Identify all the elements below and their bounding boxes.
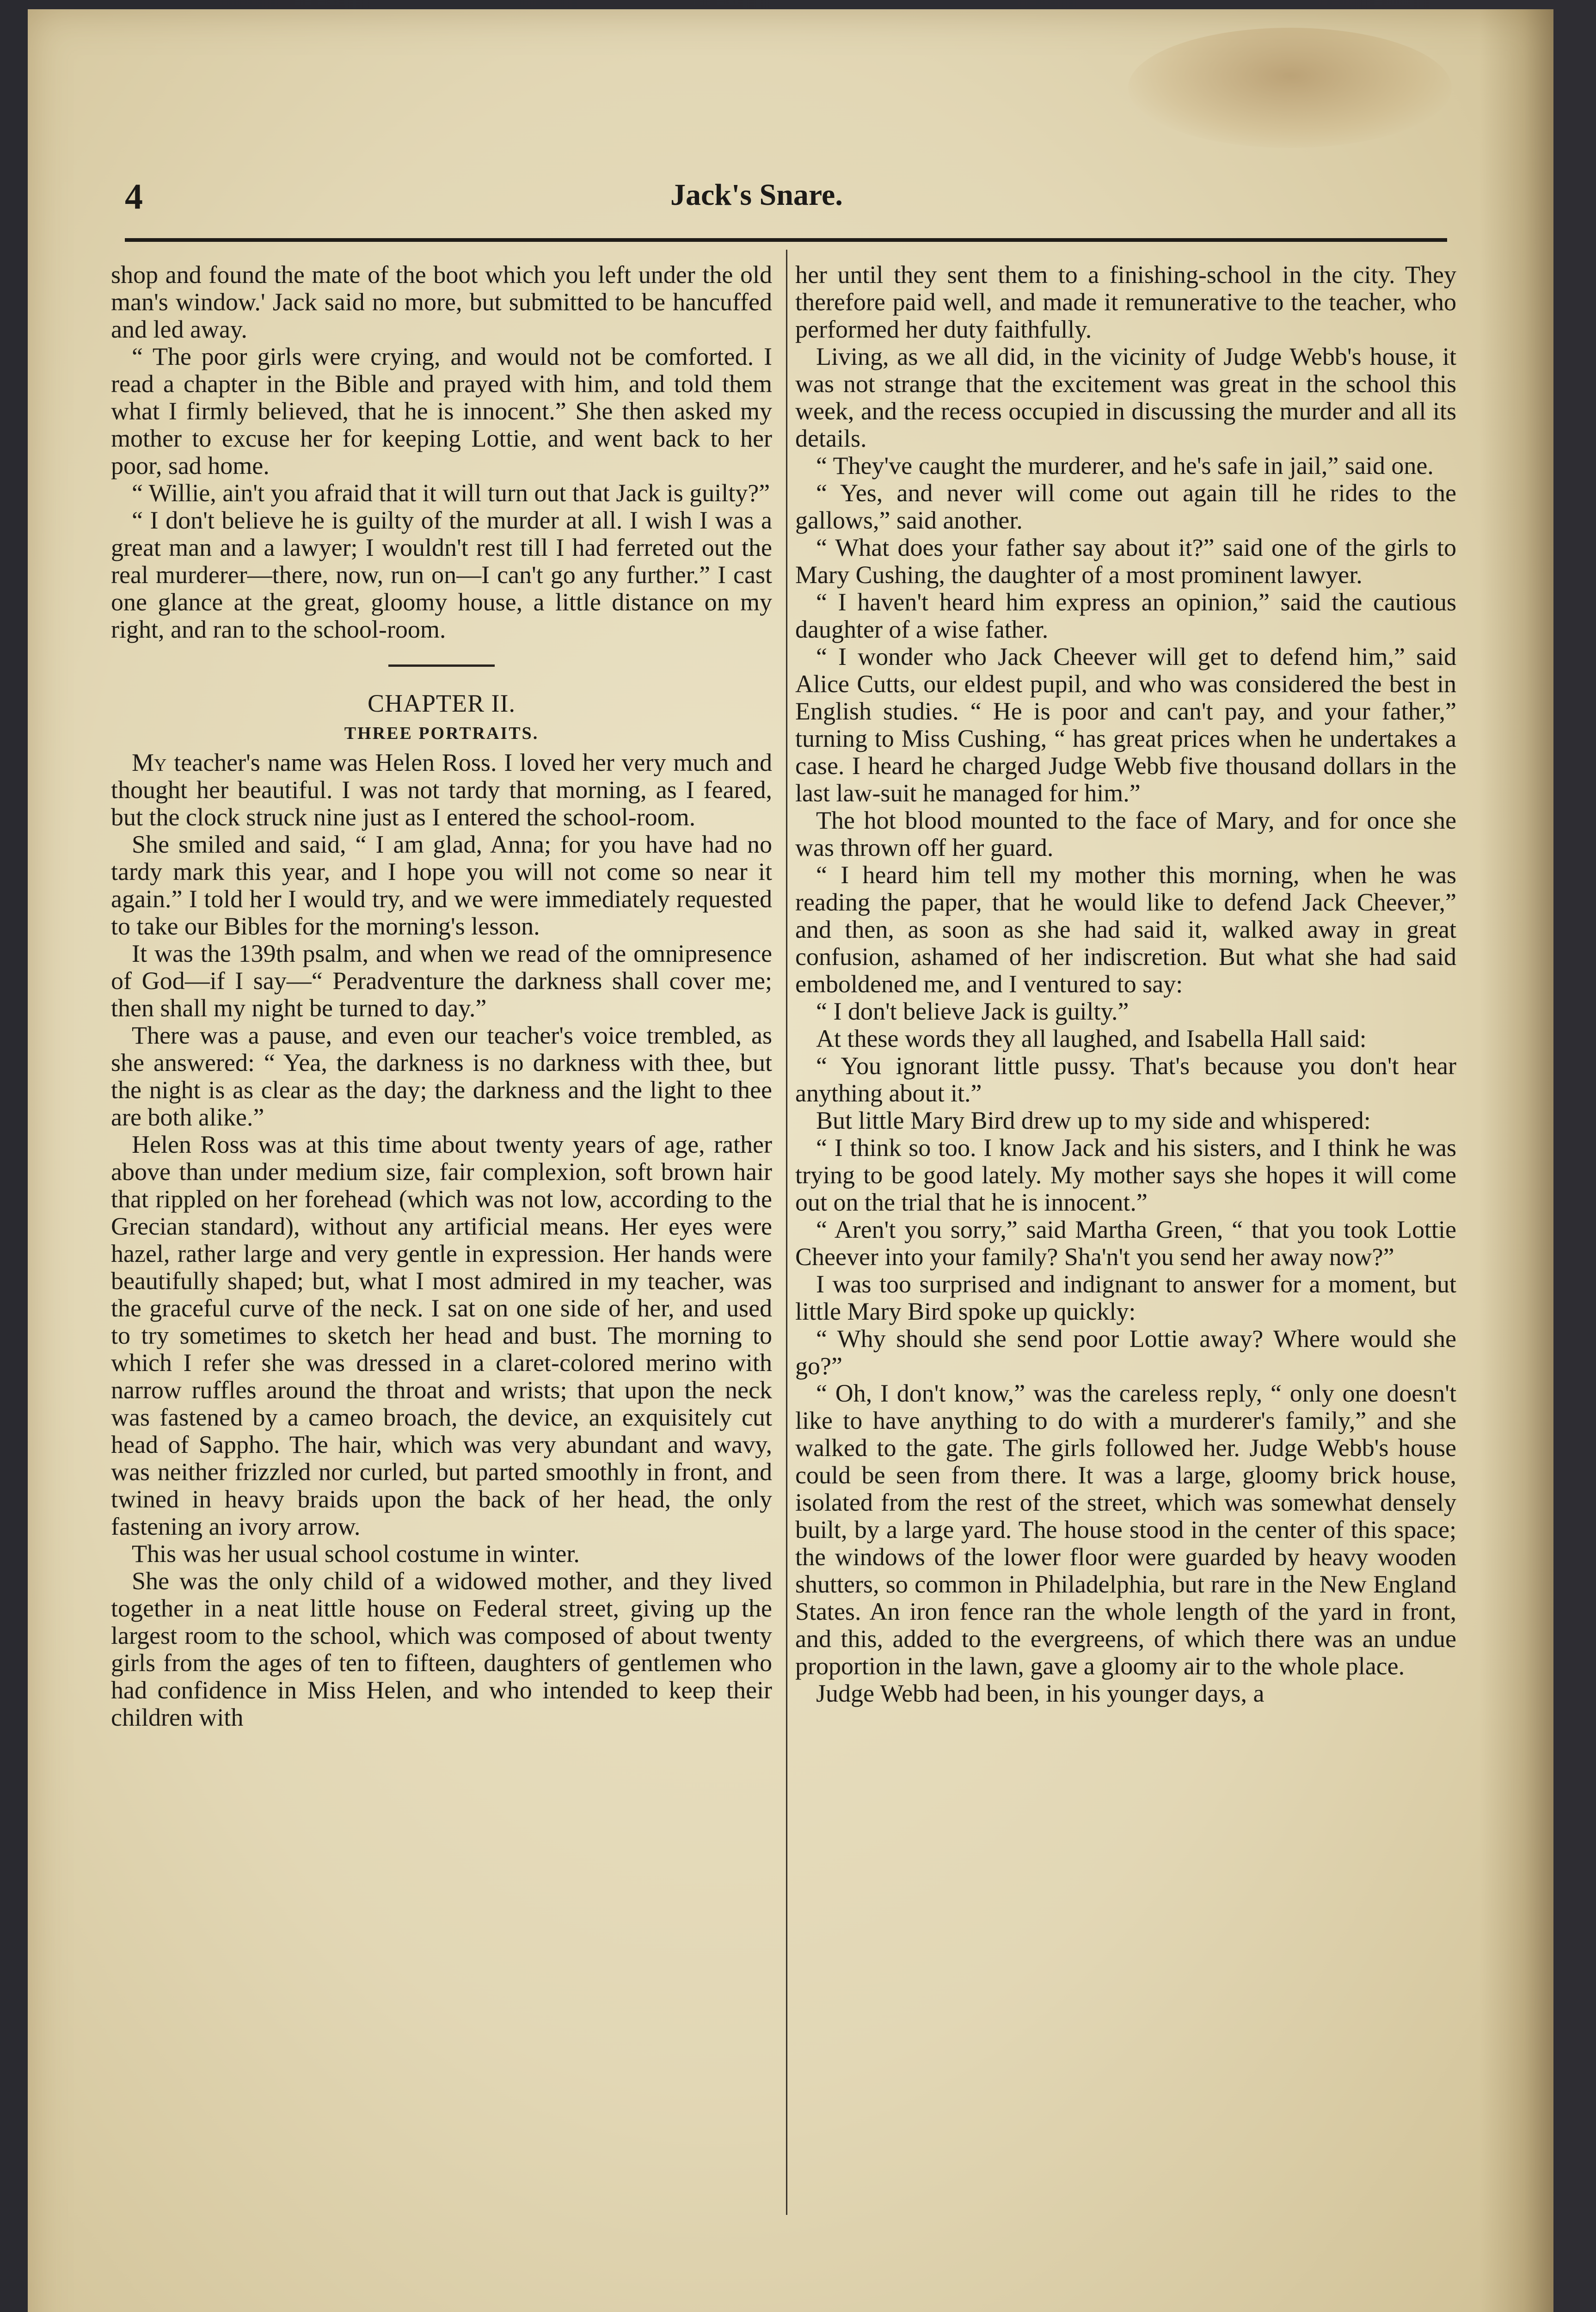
left-column xyxy=(111,261,772,2222)
paragraph: “ Aren't you sorry,” said Martha Green, “ that you took Lottie Cheever into your family? Sha'n't you send her away now?” xyxy=(795,1216,1456,1271)
paragraph: Judge Webb had been, in his younger days, a xyxy=(816,1679,1265,1707)
running-title: Jack's Snare. xyxy=(670,178,843,212)
paragraph: I was too surprised and indignant to answer for a moment, but little Mary Bird spoke up quickly: xyxy=(795,1270,1456,1325)
paragraph: But little Mary Bird drew up to my side and whispered: xyxy=(816,1107,1371,1134)
paragraph: “ I think so too. I know Jack and his sisters, and I think he was trying to be good lately. My mother says she hopes it will come out on the trial that he is innocent.” xyxy=(795,1134,1456,1216)
paragraph: “ Yes, and never will come out again till he rides to the gallows,” said another. xyxy=(795,479,1456,534)
paragraph: She smiled and said, “ I am glad, Anna; for you have had no tardy mark this year, and I hope you will not come so near it again.” I told her I would try, and we were immediately requested to take our Bibles for the morning's lesson. xyxy=(111,830,772,940)
paragraph: “ I haven't heard him express an opinion,” said the cautious daughter of a wise father. xyxy=(795,588,1456,643)
opening-word: My xyxy=(132,749,167,776)
paragraph: The hot blood mounted to the face of Mary, and for once she was thrown off her guard. xyxy=(795,806,1456,861)
paragraph: “ Why should she send poor Lottie away? Where would she go?” xyxy=(795,1325,1456,1380)
paragraph: “ Willie, ain't you afraid that it will turn out that Jack is guilty?” xyxy=(132,479,770,507)
paragraph: There was a pause, and even our teacher's voice trembled, as she answered: “ Yea, the darkness is no darkness with thee, but the night is as clear as the day; the darkness and the light to thee are both alike.” xyxy=(111,1021,772,1131)
paragraph: “ I don't believe Jack is guilty.” xyxy=(816,997,1129,1025)
chapter-opening-paragraph xyxy=(111,749,772,831)
chapter-title: CHAPTER II. xyxy=(368,689,516,717)
paragraph: This was her usual school costume in winter. xyxy=(132,1540,580,1568)
paragraph: Helen Ross was at this time about twenty years of age, rather above than under medium size, fair complexion, soft brown hair that rippled on her forehead (which was not low, according to the Grecian standard), without any artificial means. Her eyes were hazel, rather large and very gentle in expression. Her hands were beautifully shaped; but, what I most admired in my teacher, was the graceful curve of the neck. I sat on one side of her, and used to try sometimes to sketch her head and bust. The morning to which I refer she was dressed in a claret-colored merino with narrow ruffles around the throat and wrists; that upon the neck was fastened by a cameo broach, the device, an exquisitely cut head of Sappho. The hair, which was very abundant and wavy, was neither frizzled nor curled, but parted smoothly in front, and twined in heavy braids upon the back of her head, the only fastening an ivory arrow. xyxy=(111,1131,772,1540)
paragraph: “ They've caught the murderer, and he's safe in jail,” said one. xyxy=(816,452,1434,480)
paragraph: “ I don't believe he is guilty of the murder at all. I wish I was a great man and a lawyer; I wouldn't rest till I had ferreted out the real murderer—there, now, run on—I can't go any further.” I cast one glance at the great, gloomy house, a little distance on my right, and ran to the school-room. xyxy=(111,506,772,643)
column-divider xyxy=(786,250,787,2215)
paragraph: It was the 139th psalm, and when we read of the omnipresence of God—if I say—“ Peradventure the darkness shall cover me; then shall my night be turned to day.” xyxy=(111,940,772,1022)
paragraph: Living, as we all did, in the vicinity of Judge Webb's house, it was not strange that the excitement was great in the school this week, and the recess occupied in discussing the murder and all its details. xyxy=(795,343,1456,452)
paragraph: “ I heard him tell my mother this morning, when he was reading the paper, that he would like to defend Jack Cheever,” and then, as soon as she had said it, walked away in great confusion, ashamed of her indiscretion. But what she had said emboldened me, and I ventured to say: xyxy=(795,861,1456,998)
right-column xyxy=(795,261,1456,2222)
paragraph: “ I wonder who Jack Cheever will get to defend him,” said Alice Cutts, our eldest pupil, and who was considered the best in English studies. “ He is poor and can't pay, and your father,” turning to Miss Cushing, “ has great prices when he undertakes a case. I heard he charged Judge Webb five thousand dollars in the last law-suit he managed for him.” xyxy=(795,643,1456,807)
paragraph: shop and found the mate of the boot which you left under the old man's window.' Jack said no more, but submitted to be hancuffed and led away. xyxy=(111,261,772,343)
paragraph: “ What does your father say about it?” said one of the girls to Mary Cushing, the daughter of a most prominent lawyer. xyxy=(795,534,1456,589)
paragraph: At these words they all laughed, and Isabella Hall said: xyxy=(816,1025,1367,1052)
header-rule xyxy=(125,238,1447,242)
chapter-subtitle: THREE PORTRAITS. xyxy=(344,724,539,743)
section-rule xyxy=(388,664,495,667)
page-header xyxy=(125,176,1447,227)
paragraph: her until they sent them to a finishing-school in the city. They therefore paid well, and made it remunerative to the teacher, who performed her duty faithfully. xyxy=(795,261,1456,343)
water-stain xyxy=(1128,28,1452,148)
paragraph: “ You ignorant little pussy. That's because you don't hear anything about it.” xyxy=(795,1052,1456,1107)
paragraph: “ The poor girls were crying, and would not be comforted. I read a chapter in the Bible and prayed with him, and told them what I firmly believed, that he is innocent.” She then asked my mother to excuse her for keeping Lottie, and went back to her poor, sad home. xyxy=(111,343,772,480)
paragraph: She was the only child of a widowed mother, and they lived together in a neat little house on Federal street, giving up the largest room to the school, which was composed of about twenty girls from the ages of ten to fifteen, daughters of gentlemen who had confidence in Miss Helen, and who intended to keep their children with xyxy=(111,1567,772,1731)
paragraph: “ Oh, I don't know,” was the careless reply, “ only one doesn't like to have anything to do with a murderer's family,” and she walked to the gate. The girls followed her. Judge Webb's house could be seen from there. It was a large, gloomy brick house, isolated from the rest of the street, which was somewhat densely built, by a large yard. The house stood in the center of this space; the windows of the lower floor were guarded by heavy wooden shutters, so common in Philadelphia, but rare in the New England States. An iron fence ran the whole length of the yard in front, and this, added to the evergreens, of which there was an undue proportion in the lawn, gave a gloomy air to the whole place. xyxy=(795,1379,1456,1680)
opening-text: teacher's name was Helen Ross. I loved her very much and thought her beautiful. I was not tardy that morning, as I feared, but the clock struck nine just as I entered the school-room. xyxy=(111,749,772,831)
page-edge-shadow xyxy=(1479,9,1553,2312)
page-number: 4 xyxy=(125,176,143,216)
